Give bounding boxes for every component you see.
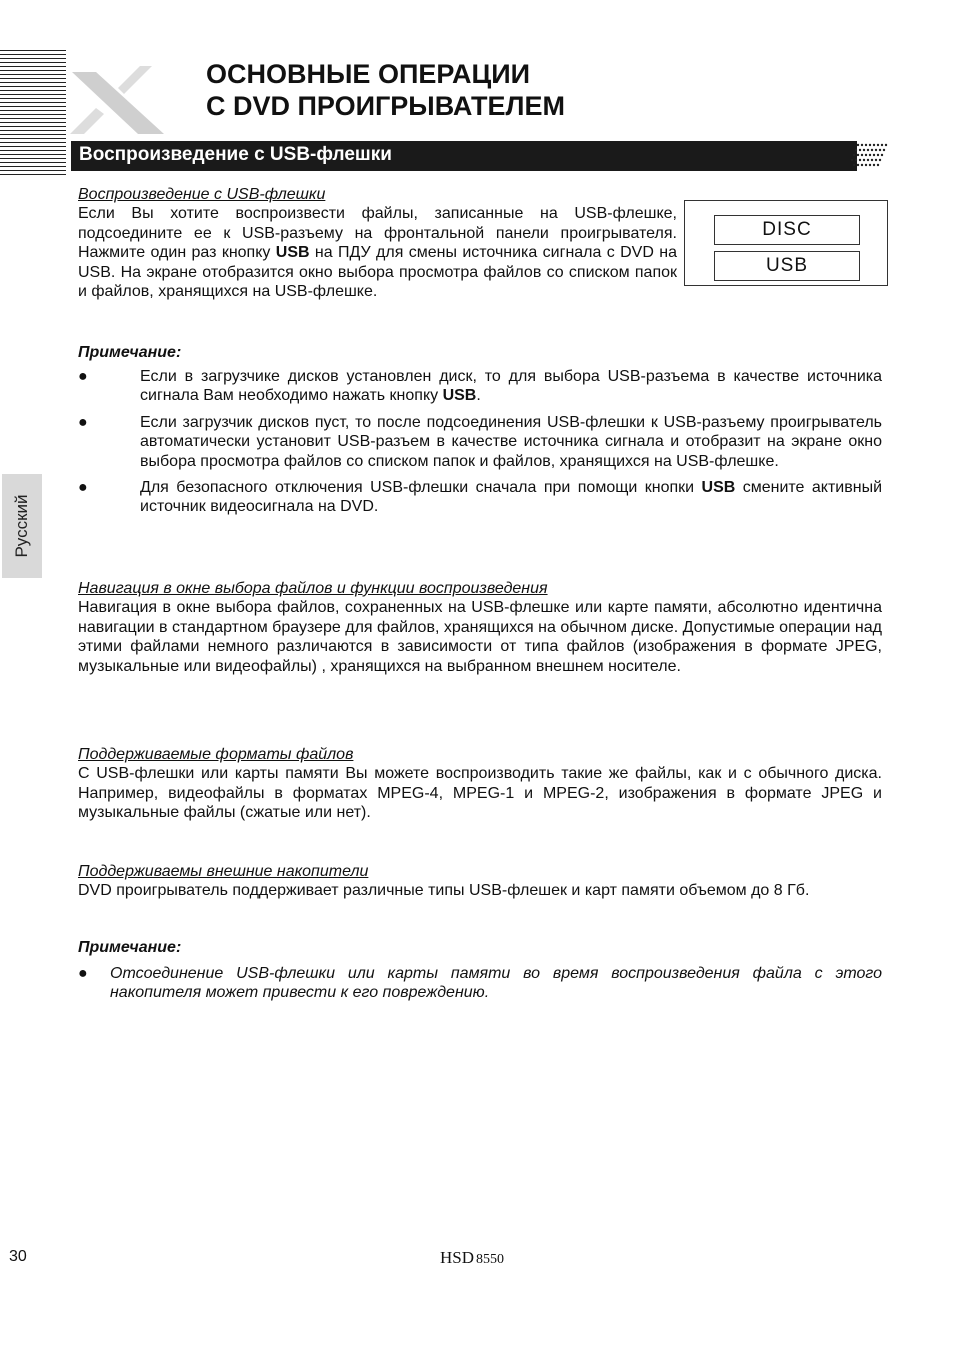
navigation-section <box>78 579 882 676</box>
navigation-paragraph: Навигация в окне выбора файлов, сохраненных на USB-флешке или карте памяти, абсолютно идентична навигации в стандартном браузере для файлов, хранящихся на обычном диске. Допустимые операции над этими файлами немного различаются в зависимости от типа файлов (изображения в формате JPEG, музыкальные или видеофайлы) , хранящихся на выбранном внешнем носителе. <box>78 599 882 675</box>
intro-paragraph <box>78 204 677 301</box>
note1-list <box>78 367 882 524</box>
intro-text-before: Если Вы хотите воспроизвести файлы, записанные на USB-флешке, подсоедините ее к USB-разъему на фронтальной панели проигрывателя. Нажмите один раз кнопку <box>78 205 677 262</box>
note1-item-1-after: . <box>476 387 481 405</box>
footer-brand-name: HSD <box>440 1248 475 1267</box>
note1-item-3-before: Для безопасного отключения USB-флешки сначала при помощи кнопки <box>140 479 702 497</box>
page-number: 30 <box>9 1248 27 1265</box>
note2-title: Примечание: <box>78 939 182 956</box>
page-title-line-2: С DVD ПРОИГРЫВАТЕЛЕМ <box>206 91 565 121</box>
note2-item <box>78 964 882 1003</box>
note1-title: Примечание: <box>78 344 182 361</box>
page-title <box>206 58 565 122</box>
note1-item-1-bold: USB <box>442 387 477 405</box>
navigation-heading: Навигация в окне выбора файлов и функции воспроизведения <box>78 580 548 597</box>
language-side-tab <box>2 474 42 578</box>
intro-heading: Воспроизведение с USB-флешки <box>78 186 326 203</box>
note1-item-3-bold: USB <box>701 479 736 497</box>
note1-item-3-after: смените активный источник видеосигнала на DVD. <box>140 479 883 516</box>
note1-item <box>78 367 882 406</box>
footer-brand <box>440 1248 504 1268</box>
note1-item-2-text: Если загрузчик дисков пуст, то после подсоединения USB-флешки к USB-разъему проигрыватель автоматически установит USB-разъем в качестве источника сигнала и отобразит на экране окно выбора просмотра файлов со списком папок и файлов, хранящихся на USB-флешке. <box>140 413 882 470</box>
language-label: Русский <box>12 494 31 558</box>
note1-item-1-before: Если в загрузчике дисков установлен диск, то для выбора USB-разъема в качестве источника сигнала Вам необходимо нажать кнопку <box>140 368 882 405</box>
bullet-dot: ● <box>78 965 88 982</box>
note2-item-1-text: Отсоединение USB-флешки или карты памяти во время воспроизведения файла с этого накопителя может привести к его повреждению. <box>110 965 882 1002</box>
page-title-line-1: ОСНОВНЫЕ ОПЕРАЦИИ <box>206 59 531 89</box>
note1-item <box>78 413 882 471</box>
note2-list <box>78 964 882 1010</box>
intro-usb-key: USB <box>275 244 310 262</box>
source-option-disc[interactable]: DISC <box>714 215 860 245</box>
footer-model-number: 8550 <box>476 1252 505 1267</box>
storage-section <box>78 862 882 901</box>
formats-paragraph: С USB-флешки или карты памяти Вы можете воспроизводить такие же файлы, как и с обычного диска. Например, видеофайлы в форматах MPEG-4, MPEG-1 и MPEG-2, изображения в формате JPEG и музыкальные файлы (сжатые или нет). <box>78 765 882 822</box>
bullet-dot: ● <box>78 368 88 385</box>
bullet-dot: ● <box>78 413 88 431</box>
formats-section <box>78 745 882 823</box>
decorative-stripes <box>0 50 66 176</box>
brand-x-logo <box>66 58 170 138</box>
note1-item <box>78 478 882 517</box>
section-header-bar <box>71 141 857 171</box>
storage-paragraph: DVD проигрыватель поддерживает различные типы USB-флешек и карт памяти объемом до 8 Гб. <box>78 882 810 900</box>
formats-heading: Поддерживаемые форматы файлов <box>78 746 354 763</box>
intro-text-after: на ПДУ для смены источника сигнала с DVD на USB. На экране отобразится окно выбора просмотра файлов со списком папок и файлов, хранящихся на USB-флешке. <box>78 244 677 301</box>
storage-heading: Поддерживаемы внешние накопители <box>78 863 369 880</box>
dot-pattern-decoration <box>850 141 892 171</box>
source-option-usb[interactable]: USB <box>714 251 860 281</box>
section-title: Воспроизведение с USB-флешки <box>79 144 392 165</box>
intro-section <box>78 185 677 301</box>
bullet-dot: ● <box>78 479 88 497</box>
source-select-panel <box>684 200 888 286</box>
